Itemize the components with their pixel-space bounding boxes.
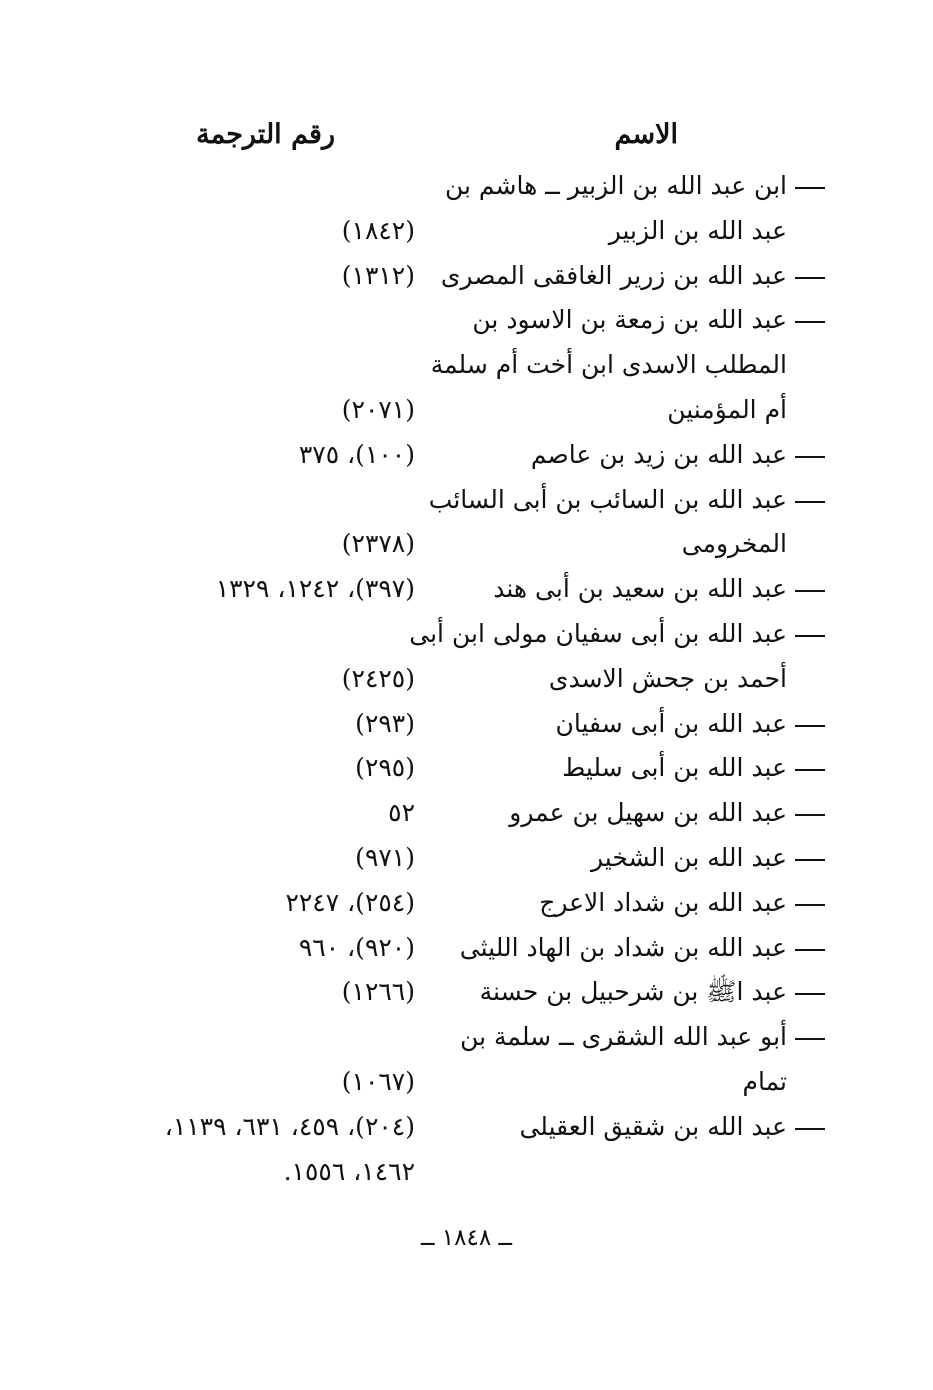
entry-numbers: (٢٠٧١) [341,395,415,424]
entry-numbers: (٢٩٣) [355,708,415,738]
page-number: ــ ١٨٤٨ ــ [420,1225,512,1251]
entry-numbers: (١٢٦٦) [341,977,415,1007]
index-entry [0,835,933,880]
index-entry [0,880,933,925]
entry-name: أحمد بن جحش الاسدى [548,663,787,693]
entry-numbers: (٩٧١) [355,843,415,872]
entry-name: عبد الله بن أبى سفيان مولى ابن أبى [409,619,787,648]
index-entry [0,790,933,835]
entry-numbers: ١٤٦٢، ١٥٥٦. [283,1156,415,1186]
entry-dash [795,769,825,771]
entry-name: المطلب الاسدى ابن أخت أم سلمة [430,350,787,380]
entry-numbers: (٢٤٢٥) [341,663,415,693]
entry-name: عبد الله بن شداد بن الهاد الليثى [459,932,787,962]
index-entry [0,1104,933,1149]
entry-dash [795,635,825,637]
entry-name: عبد الله بن زرير الغافقى المصرى [440,260,787,290]
index-entry [0,477,933,522]
entry-numbers: (١٣١٢) [341,260,415,290]
entry-name: عبد اﷺ بن شرحبيل بن حسنة [479,977,787,1007]
name-column-heading: الاسم [614,119,678,150]
index-entry [0,163,933,208]
entry-name: عبد الله بن شقيق العقيلى [519,1111,787,1141]
entry-name: ابن عبد الله بن الزبير ــ هاشم بن [444,171,787,200]
entry-name: تمام [742,1067,787,1096]
entry-dash [795,456,825,458]
index-entry [0,566,933,611]
entry-name: عبد الله بن شداد الاعرج [539,887,787,917]
index-entry [0,253,933,298]
entry-dash [795,814,825,816]
index-entry [0,387,933,432]
entry-name: عبد الله بن السائب بن أبى السائب [428,484,787,514]
entry-name: أم المؤمنين [667,395,787,424]
entry-name: المخرومى [681,529,787,559]
index-entry [0,432,933,477]
entry-name: عبد الله بن الشخير [591,843,787,872]
entry-numbers: (٢٥٤)، ٢٢٤٧ [285,887,415,917]
entry-name: عبد الله بن سعيد بن أبى هند [493,574,787,604]
entry-dash [795,904,825,906]
entry-dash [795,1038,825,1040]
entry-numbers: (٢٠٤)، ٤٥٩، ٦٣١، ١١٣٩، [164,1111,415,1141]
entry-numbers: (٩٢٠)، ٩٦٠ [298,932,415,962]
entry-dash [795,501,825,503]
entry-dash [795,1128,825,1130]
entry-name: عبد الله بن زمعة بن الاسود بن [472,305,787,335]
index-entry [0,1014,933,1059]
index-entry [0,208,933,253]
entry-name: عبد الله بن أبى سليط [562,753,787,783]
index-entry [0,969,933,1014]
index-entry [0,521,933,566]
entry-dash [795,590,825,592]
entry-name: عبد الله بن سهيل بن عمرو [509,798,787,828]
index-entry [0,1149,933,1194]
number-column-heading: رقم الترجمة [196,119,335,150]
entry-numbers: (١٠٠)، ٣٧٥ [298,439,415,469]
entry-name: عبد الله بن أبى سفيان [555,708,787,738]
entry-numbers: (١٠٦٧) [341,1067,415,1096]
entry-numbers: (٢٣٧٨) [341,529,415,559]
entry-name: أبو عبد الله الشقرى ــ سلمة بن [460,1022,787,1052]
entry-numbers: (١٨٤٢) [341,215,415,245]
entry-dash [795,277,825,279]
entry-numbers: (٣٩٧)، ١٢٤٢، ١٣٢٩ [215,574,415,604]
index-entry [0,656,933,701]
entry-dash [795,321,825,323]
entry-numbers: ٥٢ [388,798,415,828]
entry-dash [795,187,825,189]
index-entry [0,611,933,656]
index-entry [0,745,933,790]
entry-dash [795,949,825,951]
entry-dash [795,993,825,995]
entry-dash [795,859,825,861]
entry-name: عبد الله بن زيد بن عاصم [530,439,787,469]
index-entry [0,342,933,387]
entry-name: عبد الله بن الزبير [608,215,787,245]
index-entry [0,297,933,342]
entry-numbers: (٢٩٥) [355,753,415,783]
index-entry [0,925,933,970]
entry-dash [795,725,825,727]
index-entry [0,701,933,746]
index-entry [0,1059,933,1104]
